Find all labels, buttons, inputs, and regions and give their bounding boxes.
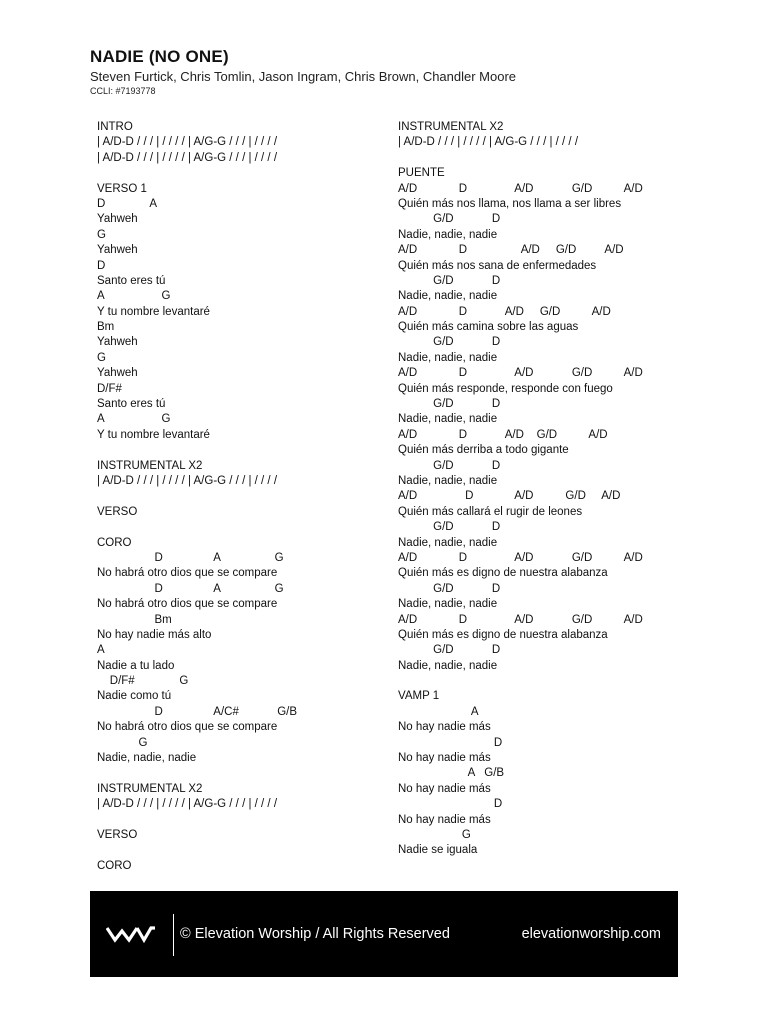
chart-line: Nadie, nadie, nadie (398, 536, 498, 549)
chart-line: D A G (97, 551, 284, 564)
chart-line: G (398, 828, 471, 841)
chart-line: G/D D (398, 459, 501, 472)
chart-line: A (398, 705, 479, 718)
chart-line: Nadie, nadie, nadie (97, 752, 197, 765)
chart-line: Santo eres tú (97, 274, 166, 287)
chart-line: D (398, 736, 503, 749)
chart-line: D (398, 798, 503, 811)
elevation-worship-logo-icon (106, 925, 156, 943)
chart-line: G (97, 228, 106, 241)
chart-line: A/D D A/D G/D A/D (398, 490, 621, 503)
chart-line: G (97, 351, 106, 364)
chart-line: Bm (97, 321, 115, 334)
chart-line: A G (97, 290, 171, 303)
chart-line: Bm (97, 613, 172, 626)
chart-line: G/D D (398, 582, 501, 595)
spacer (398, 151, 688, 166)
spacer (97, 489, 377, 504)
chart-line: D A G (97, 582, 284, 595)
chart-line: A/D D A/D G/D A/D (398, 244, 624, 257)
copyright-notice: © Elevation Worship / All Rights Reserved (180, 926, 450, 942)
spacer (97, 166, 377, 181)
chart-line: A (97, 644, 105, 657)
chart-line: A G (97, 413, 171, 426)
chart-line: Quién más nos llama, nos llama a ser libres (398, 197, 622, 210)
chart-line: INTRO (97, 121, 133, 133)
chart-line: G/D D (398, 398, 501, 411)
footer-divider (173, 914, 174, 956)
song-title: NADIE (NO ONE) (90, 47, 229, 66)
chart-line: INSTRUMENTAL X2 (97, 459, 203, 472)
chart-line: A/D D A/D G/D A/D (398, 367, 643, 380)
chart-line: Nadie, nadie, nadie (398, 598, 498, 611)
chart-line: D/F# G (97, 675, 189, 688)
chart-line: | A/D-D / / / | / / / / | A/G-G / / / | / / / / (97, 474, 278, 487)
chart-line: Nadie a tu lado (97, 659, 175, 672)
chart-line: Yahweh (97, 244, 138, 257)
spacer (97, 443, 377, 458)
chart-line: VERSO (97, 828, 138, 841)
spacer (97, 843, 377, 858)
chart-line: No hay nadie más (398, 782, 491, 795)
chart-line: G (97, 736, 148, 749)
chart-line: | A/D-D / / / | / / / / | A/G-G / / / | / / / / (97, 136, 278, 149)
left-column (97, 120, 377, 874)
chart-line: Quién más callará el rugir de leones (398, 505, 583, 518)
chart-line: Nadie, nadie, nadie (398, 413, 498, 426)
chart-line: Quién más camina sobre las aguas (398, 321, 579, 334)
chart-line: Nadie se iguala (398, 844, 478, 857)
chart-line: No habrá otro dios que se compare (97, 721, 278, 734)
chart-line: Nadie, nadie, nadie (398, 290, 498, 303)
chart-line: A/D D A/D G/D A/D (398, 613, 643, 626)
chart-line: VAMP 1 (398, 690, 440, 703)
chart-line: A/D D A/D G/D A/D (398, 551, 643, 564)
right-column (398, 120, 688, 859)
song-authors: Steven Furtick, Chris Tomlin, Jason Ingram, Chris Brown, Chandler Moore (90, 69, 517, 84)
chart-line: No hay nadie más (398, 813, 491, 826)
chart-line: D A (97, 197, 158, 210)
chart-line: Nadie, nadie, nadie (398, 351, 498, 364)
chart-line: Nadie, nadie, nadie (398, 474, 498, 487)
chart-line: Quién más derriba a todo gigante (398, 444, 569, 457)
chart-line: No hay nadie más (398, 752, 491, 765)
chart-line: Quién más nos sana de enfermedades (398, 259, 597, 272)
chart-line: A/D D A/D G/D A/D (398, 305, 611, 318)
spacer (398, 674, 688, 689)
chart-line: Yahweh (97, 213, 138, 226)
chart-line: INSTRUMENTAL X2 (97, 782, 203, 795)
chart-line: Yahweh (97, 367, 138, 380)
spacer (97, 520, 377, 535)
chart-line: CORO (97, 859, 132, 872)
chart-line: No habrá otro dios que se compare (97, 567, 278, 580)
spacer (97, 813, 377, 828)
chart-line: A/D D A/D G/D A/D (398, 428, 608, 441)
chart-line: G/D D (398, 274, 501, 287)
chart-line: CORO (97, 536, 132, 549)
ccli-number: CCLI: #7193778 (90, 86, 156, 96)
chart-line: Quién más responde, responde con fuego (398, 382, 613, 395)
chart-line: No hay nadie más (398, 721, 491, 734)
chart-line: G/D D (398, 521, 501, 534)
chart-line: INSTRUMENTAL X2 (398, 121, 504, 133)
chart-line: G/D D (398, 644, 501, 657)
chart-line: Quién más es digno de nuestra alabanza (398, 567, 608, 580)
chart-line: G/D D (398, 213, 501, 226)
chart-line: Yahweh (97, 336, 138, 349)
chart-line: Nadie como tú (97, 690, 172, 703)
chart-line: A G/B (398, 767, 505, 780)
chart-line: Nadie, nadie, nadie (398, 659, 498, 672)
website-link[interactable]: elevationworship.com (521, 926, 661, 942)
chart-line: | A/D-D / / / | / / / / | A/G-G / / / | / / / / (97, 798, 278, 811)
chart-line: D (97, 259, 106, 272)
chart-line: | A/D-D / / / | / / / / | A/G-G / / / | / / / / (398, 136, 579, 149)
chart-line: No habrá otro dios que se compare (97, 598, 278, 611)
chart-line: VERSO 1 (97, 182, 147, 195)
chart-line: Quién más es digno de nuestra alabanza (398, 628, 608, 641)
chart-line: Y tu nombre levantaré (97, 428, 210, 441)
chart-line: PUENTE (398, 167, 445, 180)
chart-line: | A/D-D / / / | / / / / | A/G-G / / / | / / / / (97, 151, 278, 164)
chart-line: G/D D (398, 336, 501, 349)
spacer (97, 766, 377, 781)
chart-line: No hay nadie más alto (97, 628, 212, 641)
chart-line: D/F# (97, 382, 122, 395)
chart-line: Nadie, nadie, nadie (398, 228, 498, 241)
footer-bar (90, 891, 678, 977)
chart-line: D A/C# G/B (97, 705, 298, 718)
chart-line: Y tu nombre levantaré (97, 305, 210, 318)
chart-line: A/D D A/D G/D A/D (398, 182, 643, 195)
chart-line: VERSO (97, 505, 138, 518)
chart-line: Santo eres tú (97, 398, 166, 411)
